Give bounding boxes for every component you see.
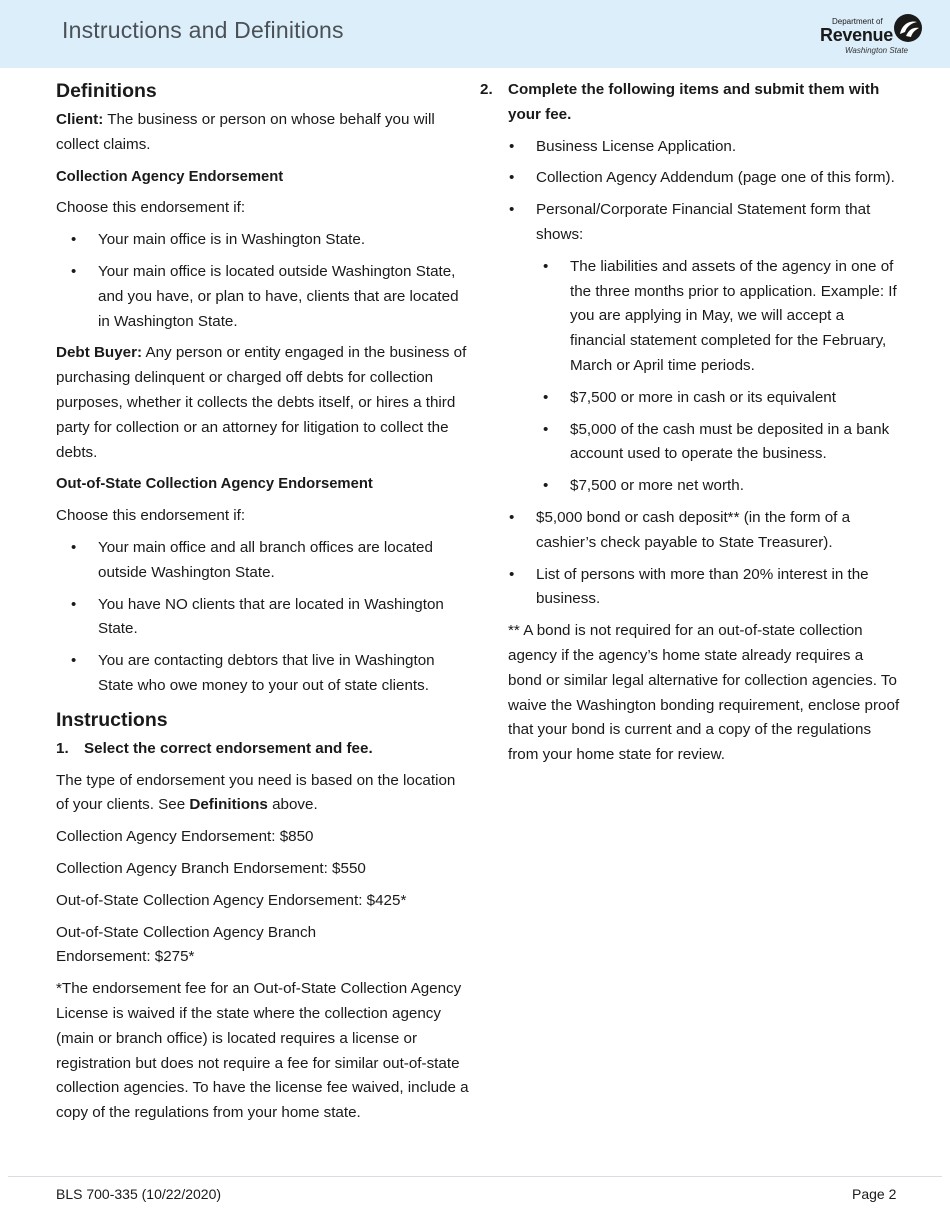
oos-choose-text: Choose this endorsement if: <box>56 507 246 525</box>
logo-line-department: Department of <box>832 17 883 26</box>
list-item: • List of persons with more than 20% interest in the business. <box>508 563 900 613</box>
revenue-emblem-icon <box>892 12 924 44</box>
fee-line: Collection Agency Branch Endorsement: $550 <box>56 859 366 877</box>
cae-choose-text: Choose this endorsement if: <box>56 199 246 217</box>
list-item: • You have NO clients that are located in Washington State. <box>56 593 472 643</box>
logo-line-state: Washington State <box>845 46 909 55</box>
list-item: • $5,000 of the cash must be deposited in a bank account used to operate the business. <box>536 418 900 468</box>
bond-note: ** A bond is not required for an out-of-state collection agency if the agency’s home state already requires a bond or similar legal alternative for collection agencies. To waive the Washington bonding requirement, enclose proof that your bond is current and a copy of the regulations from your home state for review. <box>508 622 900 764</box>
type-text-b: above. <box>267 796 318 814</box>
list-item: • $7,500 or more in cash or its equivalent <box>536 386 900 411</box>
list-item: • Collection Agency Addendum (page one of this form). <box>508 166 900 191</box>
type-text-a: The type of endorsement you need is based on the location of your clients. See <box>56 771 456 814</box>
page-header <box>0 0 950 68</box>
list-item: • Your main office is in Washington State. <box>56 228 472 253</box>
client-definition <box>56 108 472 158</box>
oos-bullet-list <box>56 536 472 699</box>
instructions-heading: Instructions <box>56 708 168 731</box>
client-text: The business or person on whose behalf you will collect claims. <box>56 111 435 153</box>
fee-waiver-note: *The endorsement fee for an Out-of-State Collection Agency License is waived if the state where the collection agency (main or branch office) is located requires a license or registration but does not require a fee for similar out-of-state collection agencies. To have the license fee waived, include a copy of the regulations from your home state. <box>56 980 469 1122</box>
fee-line: Collection Agency Endorsement: $850 <box>56 828 314 846</box>
out-of-state-endorsement-heading: Out-of-State Collection Agency Endorsement <box>56 476 373 493</box>
step-2-number: 2. <box>480 81 493 98</box>
list-item: • $7,500 or more net worth. <box>536 474 900 499</box>
list-item: • Your main office is located outside Washington State, and you have, or plan to have, clients that are located in Washington State. <box>56 260 472 334</box>
definitions-heading: Definitions <box>56 80 157 102</box>
list-item: • $5,000 bond or cash deposit** (in the form of a cashier’s check payable to State Treasurer). <box>508 506 900 556</box>
list-item: • Your main office and all branch offices are located outside Washington State. <box>56 536 472 586</box>
fee-line: Out-of-State Collection Agency Branch Endorsement: $275* <box>56 923 317 966</box>
department-of-revenue-logo <box>818 12 928 58</box>
page-title: Instructions and Definitions <box>62 17 344 43</box>
form-id: BLS 700-335 (10/22/2020) <box>56 1186 222 1202</box>
left-column <box>56 78 472 1133</box>
step-1-text: Select the correct endorsement and fee. <box>84 739 373 757</box>
step-1-number: 1. <box>56 739 69 757</box>
logo-line-revenue: Revenue <box>820 25 893 45</box>
debt-buyer-definition <box>56 341 472 465</box>
cae-bullet-list <box>56 228 472 334</box>
footer-divider <box>8 1176 942 1177</box>
client-term: Client: <box>56 111 104 128</box>
debt-buyer-term: Debt Buyer: <box>56 344 143 362</box>
step-2 <box>480 78 900 128</box>
financial-statement-text: Personal/Corporate Financial Statement form that shows: <box>536 201 871 243</box>
definitions-reference: Definitions <box>189 796 268 814</box>
right-column <box>480 78 900 768</box>
endorsement-type-text <box>56 769 472 819</box>
financial-statement-sublist <box>536 255 900 499</box>
list-item: • Business License Application. <box>508 135 900 160</box>
page-number: Page 2 <box>852 1186 897 1202</box>
step-2-text: Complete the following items and submit them with your fee. <box>508 81 880 123</box>
step-1 <box>56 737 472 762</box>
fee-line: Out-of-State Collection Agency Endorsement: $425* <box>56 891 407 909</box>
submission-items-list <box>480 135 900 613</box>
list-item <box>508 198 900 499</box>
list-item: • The liabilities and assets of the agency in one of the three months prior to application. Example: If you are applying in May, we will accept a financial statement completed for the February, March or April time periods. <box>536 255 900 379</box>
debt-buyer-text: Any person or entity engaged in the business of purchasing delinquent or charged off debts for collection purposes, whether it collects the debts itself, or hires a third party for collection or an attorney for litigation to collect the debts. <box>56 344 467 461</box>
collection-agency-endorsement-heading: Collection Agency Endorsement <box>56 168 284 185</box>
list-item: • You are contacting debtors that live in Washington State who owe money to your out of state clients. <box>56 649 472 699</box>
